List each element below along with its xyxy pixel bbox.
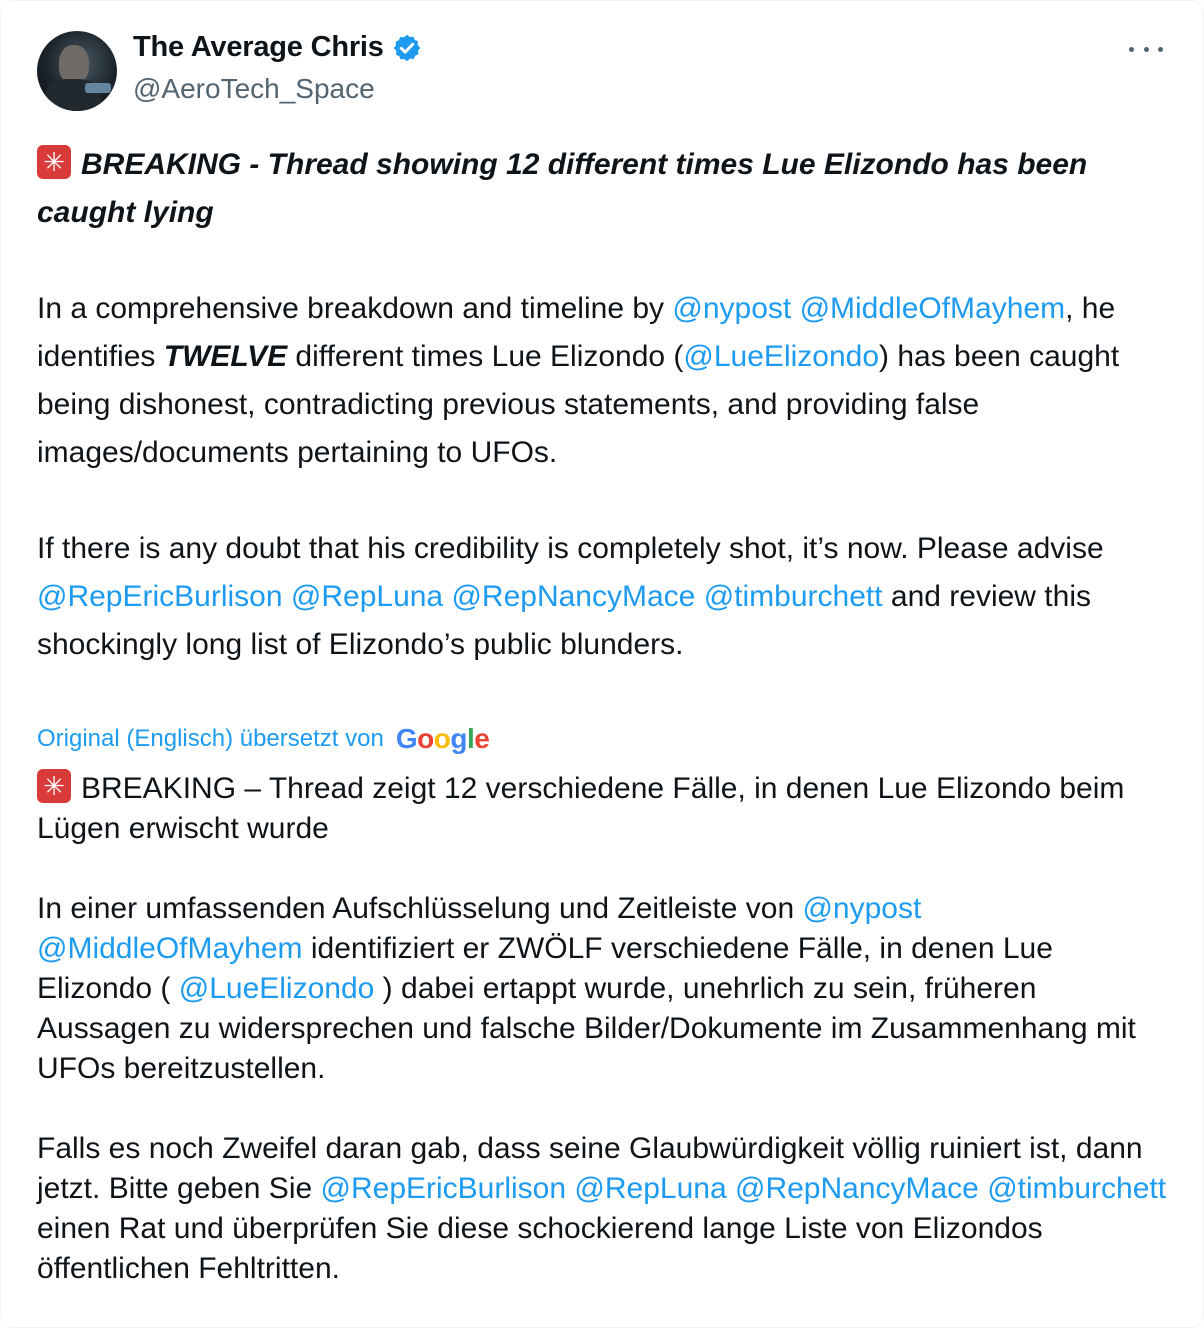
translation-attribution[interactable] [37, 723, 489, 755]
text-run: In a comprehensive breakdown and timeline by [37, 292, 673, 325]
mention-link[interactable]: @MiddleOfMayhem [799, 292, 1066, 325]
mention-link[interactable]: @MiddleOfMayhem [37, 932, 303, 965]
text-run: ) has been caught being dishonest, contradicting previous statements, and providing false images/documents pertaining to UFOs. [37, 340, 1120, 469]
siren-emoji-icon [37, 769, 71, 803]
google-logo-letter: e [474, 723, 490, 754]
mention-link[interactable]: @RepNancyMace [734, 1172, 979, 1205]
google-logo-letter: l [466, 723, 475, 754]
mention-link[interactable]: @RepLuna [290, 580, 444, 613]
avatar-screen-glow [85, 83, 111, 93]
text-run: and review this shockingly long list of Elizondo’s public blunders. [37, 580, 1091, 661]
translation-headline-paragraph [37, 769, 1167, 849]
verified-badge-icon [392, 33, 422, 63]
text-run: In einer umfassenden Aufschlüsselung und Zeitleiste von [37, 892, 803, 925]
translation-attribution-label[interactable]: Original (Englisch) übersetzt von [37, 725, 384, 752]
text-run: identifiziert er ZWÖLF verschiedene Fälle, in denen Lue Elizondo ( [37, 932, 1053, 1005]
paragraph-gap [37, 477, 1167, 525]
mention-link[interactable]: @nypost [802, 892, 922, 925]
tweet-text-translation [37, 769, 1167, 1289]
text-run: different times Lue Elizondo ( [287, 340, 684, 373]
mention-link[interactable]: @RepEricBurlison [320, 1172, 567, 1205]
mention-link[interactable]: @timburchett [703, 580, 883, 613]
more-dot [1144, 47, 1149, 52]
more-options-icon[interactable] [1129, 39, 1163, 59]
google-logo [396, 723, 489, 755]
text-run: einen Rat und überprüfen Sie diese schockierend lange Liste von Elizondos öffentlichen Fehltritten. [37, 1212, 1043, 1285]
mention-link[interactable]: @LueElizondo [178, 972, 375, 1005]
more-dot [1158, 47, 1163, 52]
mention-link[interactable]: @LueElizondo [683, 340, 880, 373]
paragraph-gap [37, 1089, 1167, 1129]
tweet-text-original [37, 141, 1167, 669]
original-headline: BREAKING - Thread showing 12 different times Lue Elizondo has been caught lying [37, 148, 1088, 229]
mention-link[interactable]: @timburchett [987, 1172, 1167, 1205]
mention-link[interactable]: @RepEricBurlison [37, 580, 283, 613]
original-paragraph-1 [37, 285, 1167, 477]
translation-headline: BREAKING – Thread zeigt 12 verschiedene Fälle, in denen Lue Elizondo beim Lügen erwischt wurde [37, 772, 1125, 845]
author-name-row[interactable] [133, 31, 422, 64]
mention-link[interactable]: @RepLuna [574, 1172, 727, 1205]
translation-paragraph-1 [37, 889, 1167, 1089]
google-logo-letter: o [417, 723, 434, 754]
more-dot [1129, 47, 1134, 52]
mention-link[interactable]: @RepNancyMace [451, 580, 696, 613]
siren-emoji-icon [37, 145, 71, 179]
author-handle[interactable]: @AeroTech_Space [133, 73, 375, 104]
paragraph-gap [37, 849, 1167, 889]
google-logo-letter: G [395, 723, 418, 754]
paragraph-gap [37, 237, 1167, 285]
text-run: If there is any doubt that his credibility is completely shot, it’s now. Please advise [37, 532, 1104, 565]
avatar[interactable] [37, 31, 117, 111]
translation-paragraph-2 [37, 1129, 1167, 1289]
avatar-face [59, 45, 89, 83]
text-run: ) dabei ertappt wurde, unehrlich zu sein, früheren Aussagen zu widersprechen und falsche Bilder/Dokumente im Zusammenhang mit UFOs bereitzustellen. [37, 972, 1136, 1085]
mention-link[interactable]: @nypost [672, 292, 792, 325]
original-headline-paragraph [37, 141, 1167, 237]
text-run: Falls es noch Zweifel daran gab, dass seine Glaubwürdigkeit völlig ruiniert ist, dann jetzt. Bitte geben Sie [37, 1132, 1143, 1205]
google-logo-letter: g [450, 723, 467, 754]
emphasis-text: TWELVE [163, 340, 288, 373]
google-logo-letter: o [433, 723, 451, 754]
original-paragraph-2 [37, 525, 1167, 669]
author-display-name[interactable]: The Average Chris [133, 31, 384, 63]
text-run: , he identifies [37, 292, 1116, 373]
